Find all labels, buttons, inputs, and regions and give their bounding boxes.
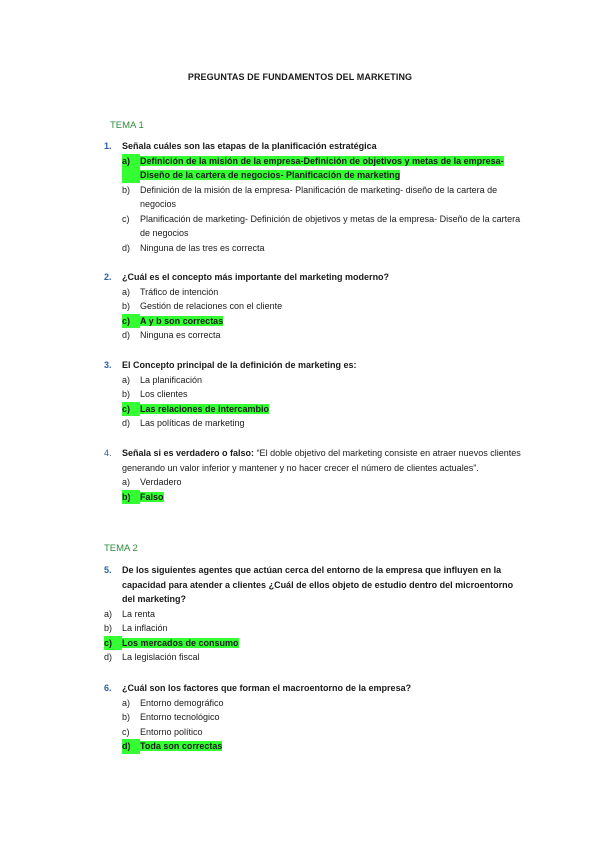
answer-text: Las relaciones de intercambio <box>140 403 270 414</box>
question-text-bold: Señala si es verdadero o falso: <box>122 448 255 458</box>
answer-option: b) Los clientes <box>122 387 524 402</box>
answer-text: Definición de la misión de la empresa- Planificación de marketing- diseño de la cartera de negocios <box>140 184 498 209</box>
question-number: 5. <box>104 565 112 575</box>
answer-text: La legislación fiscal <box>122 652 200 662</box>
answer-text: Entorno tecnológico <box>140 712 220 722</box>
question-4 <box>104 446 524 504</box>
answer-option-correct: c) A y b son correctas <box>122 314 524 329</box>
question-number: 1. <box>104 141 112 151</box>
document-title: PREGUNTAS DE FUNDAMENTOS DEL MARKETING <box>187 72 413 82</box>
answer-text: Definición de la misión de la empresa-Definición de objetivos y metas de la empresa- Diseño de la cartera de negocios- Planificación de marketing <box>140 155 504 180</box>
answer-option: c) Entorno político <box>122 725 524 740</box>
answer-option: a) Verdadero <box>122 475 524 490</box>
answer-option: a) La renta <box>104 607 514 622</box>
answer-option-correct: d) Toda son correctas <box>122 739 524 754</box>
answer-text: Las políticas de marketing <box>140 418 245 428</box>
answer-option-correct: b) Falso <box>122 490 524 505</box>
answer-option: d) Ninguna es correcta <box>122 328 524 343</box>
question-text: De los siguientes agentes que actúan cerca del entorno de la empresa que influyen en la capacidad para atender a clientes ¿Cuál de ellos objeto de estudio dentro del microentorno del marketing? <box>122 565 514 604</box>
answer-option: b) Entorno tecnológico <box>122 710 524 725</box>
question-number: 4. <box>104 448 112 458</box>
question-6 <box>104 681 524 754</box>
answer-option: b) Gestión de relaciones con el cliente <box>122 299 524 314</box>
answer-text: La renta <box>122 608 156 619</box>
answer-option: d) Las políticas de marketing <box>122 416 524 431</box>
question-text-quote: “El doble objetivo del marketing consiste en atraer nuevos clientes generando un valor inferior y mantener y no hacer crecer el número de clientes actuales”. <box>122 448 521 473</box>
answer-text: Entorno demográfico <box>140 697 224 708</box>
answer-option-correct: c) Las relaciones de intercambio <box>122 402 524 417</box>
answer-option: a) Entorno demográfico <box>122 696 524 711</box>
question-text: ¿Cuál son los factores que forman el macroentorno de la empresa? <box>122 683 412 693</box>
answer-text: Gestión de relaciones con el cliente <box>140 301 283 311</box>
answer-text: Ninguna de las tres es correcta <box>140 242 265 253</box>
answer-text: Los mercados de consumo <box>122 637 239 648</box>
answer-option: b) Definición de la misión de la empresa- Planificación de marketing- diseño de la cartera de negocios <box>122 183 524 212</box>
question-3 <box>104 358 524 431</box>
question-number: 3. <box>104 360 112 370</box>
answer-text: Verdadero <box>140 477 182 487</box>
question-text: Señala cuáles son las etapas de la planificación estratégica <box>122 141 377 151</box>
question-2 <box>104 270 524 343</box>
answer-text: Ninguna es correcta <box>140 330 221 340</box>
answer-text: Entorno político <box>140 726 203 737</box>
answer-option: d) La legislación fiscal <box>104 650 514 665</box>
question-number: 6. <box>104 683 112 693</box>
answer-option: b) La inflación <box>104 621 514 636</box>
section-heading-tema-2: TEMA 2 <box>104 543 138 554</box>
answer-text: Falso <box>140 491 164 502</box>
answer-option: d) Ninguna de las tres es correcta <box>122 241 524 256</box>
answer-text: Tráfico de intención <box>140 286 219 297</box>
answer-option: a) La planificación <box>122 373 524 388</box>
question-number: 2. <box>104 272 112 282</box>
answer-option: c) Planificación de marketing- Definición de objetivos y metas de la empresa- Diseño de la cartera de negocios <box>122 212 524 241</box>
question-text: El Concepto principal de la definición de marketing es: <box>122 360 357 370</box>
question-text: ¿Cuál es el concepto más importante del marketing moderno? <box>122 272 390 282</box>
answer-option: a) Tráfico de intención <box>122 285 524 300</box>
answer-text: La inflación <box>122 623 168 633</box>
answer-text: Los clientes <box>140 389 188 399</box>
answer-text: Planificación de marketing- Definición de objetivos y metas de la empresa- Diseño de la cartera de negocios <box>140 213 521 238</box>
answer-option-correct: c) Los mercados de consumo <box>104 636 514 651</box>
answer-text: A y b son correctas <box>140 315 224 326</box>
question-5 <box>104 563 514 665</box>
answer-text: Toda son correctas <box>140 741 223 751</box>
question-1 <box>104 139 524 255</box>
answer-option-correct: a) Definición de la misión de la empresa-Definición de objetivos y metas de la empresa- Diseño de la cartera de negocios- Planificación de marketing <box>122 154 524 183</box>
section-heading-tema-1: TEMA 1 <box>110 120 144 131</box>
answer-text: La planificación <box>140 374 203 385</box>
